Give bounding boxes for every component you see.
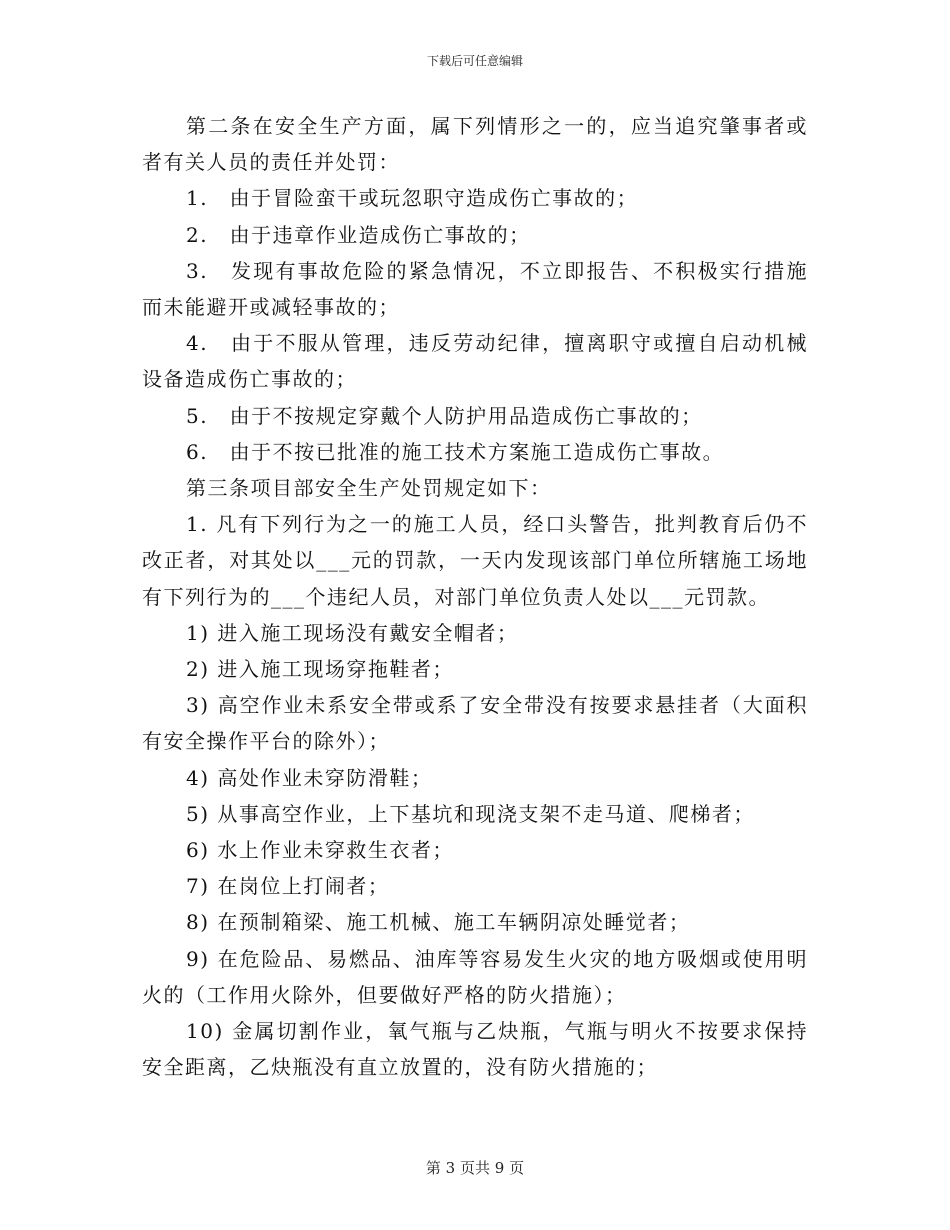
list-item: 9) 在危险品、易燃品、油库等容易发生火灾的地方吸烟或使用明火的（工作用火除外，但要做好严格的防火措施）； bbox=[142, 946, 808, 1007]
list-item: 6. 由于不按已批准的施工技术方案施工造成伤亡事故。 bbox=[186, 439, 725, 464]
list-item: 2. 由于违章作业造成伤亡事故的； bbox=[186, 222, 531, 247]
list-item: 8) 在预制箱梁、施工机械、施工车辆阴凉处睡觉者； bbox=[186, 910, 691, 935]
paragraph-article-2: 第二条在安全生产方面，属下列情形之一的，应当追究肇事者或者有关人员的责任并处罚： bbox=[142, 114, 808, 175]
paragraph-penalty-rule: 1. 凡有下列行为之一的施工人员，经口头警告，批判教育后仍不改正者，对其处以___元的罚款，一天内发现该部门单位所辖施工场地有下列行为的___个违纪人员，对部门单位负责人处以___元罚款。 bbox=[142, 512, 808, 609]
list-item: 7) 在岗位上打闹者； bbox=[186, 874, 390, 899]
list-item: 10) 金属切割作业，氧气瓶与乙炔瓶，气瓶与明火不按要求保持安全距离，乙炔瓶没有直立放置的，没有防火措施的； bbox=[142, 1019, 808, 1080]
list-item: 5) 从事高空作业，上下基坑和现浇支架不走马道、爬梯者； bbox=[186, 801, 755, 826]
document-body bbox=[142, 108, 808, 1085]
list-item: 4) 高处作业未穿防滑鞋； bbox=[186, 765, 433, 790]
list-item: 6) 水上作业未穿救生衣者； bbox=[186, 838, 454, 863]
page-header-note: 下载后可任意编辑 bbox=[426, 54, 523, 68]
list-item: 2) 进入施工现场穿拖鞋者； bbox=[186, 657, 454, 682]
page-footer-number: 第 3 页共 9 页 bbox=[425, 1159, 525, 1177]
paragraph-article-3: 第三条项目部安全生产处罚规定如下： bbox=[186, 476, 552, 501]
list-item: 3) 高空作业未系安全带或系了安全带没有按要求悬挂者（大面积有安全操作平台的除外）； bbox=[142, 693, 808, 754]
list-item: 4. 由于不服从管理，违反劳动纪律，擅离职守或擅自启动机械设备造成伤亡事故的； bbox=[142, 331, 808, 392]
list-item: 5. 由于不按规定穿戴个人防护用品造成伤亡事故的； bbox=[186, 403, 703, 428]
list-item: 1) 进入施工现场没有戴安全帽者； bbox=[186, 620, 519, 645]
list-item: 1. 由于冒险蛮干或玩忽职守造成伤亡事故的； bbox=[186, 186, 639, 211]
list-item: 3. 发现有事故危险的紧急情况，不立即报告、不积极实行措施而未能避开或减轻事故的； bbox=[142, 258, 808, 320]
